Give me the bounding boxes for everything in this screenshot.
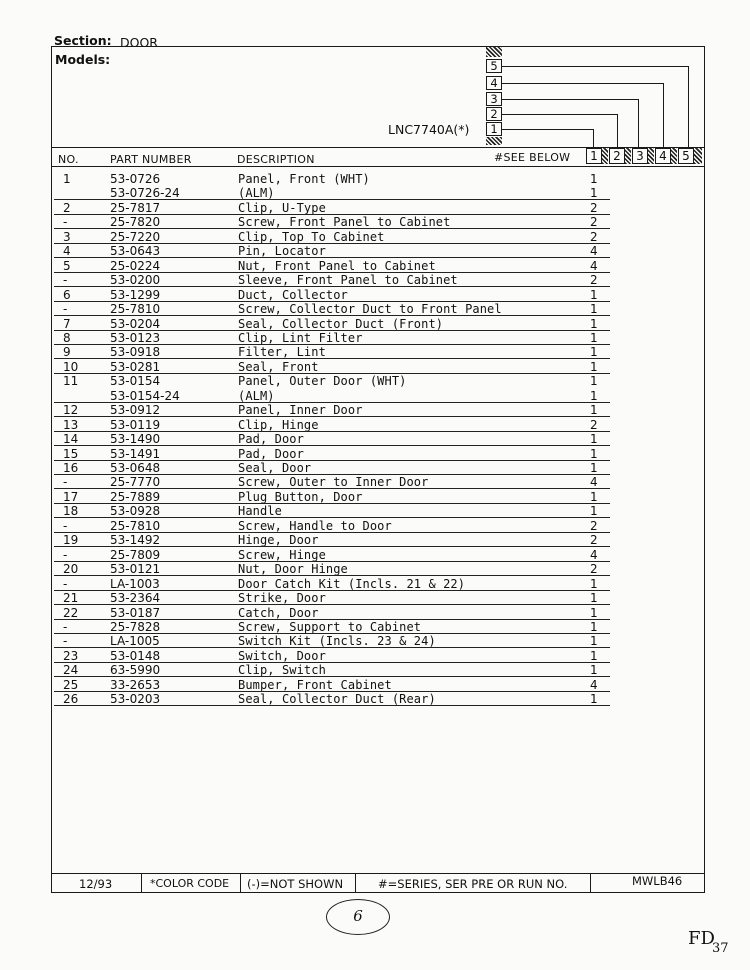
row-qty-series-1: 1 (590, 663, 598, 677)
row-description: Screw, Outer to Inner Door (238, 475, 429, 489)
row-no: - (63, 519, 68, 533)
bracket-drop-4 (663, 83, 664, 148)
table-row (0, 360, 750, 374)
bracket-line-3 (502, 99, 639, 100)
row-rule (54, 676, 610, 677)
footer-doc-code: MWLB46 (632, 874, 683, 888)
footer-divider (51, 873, 705, 874)
row-part-number: 53-0123 (110, 331, 161, 345)
row-qty-series-1: 1 (590, 186, 598, 200)
table-row (0, 215, 750, 229)
hatch-mark (694, 148, 702, 164)
row-qty-series-1: 1 (590, 302, 598, 316)
row-part-number: 53-0203 (110, 692, 161, 706)
row-description: Screw, Front Panel to Cabinet (238, 215, 451, 229)
row-part-number: 25-7889 (110, 490, 161, 504)
row-qty-series-1: 2 (590, 519, 598, 533)
models-label: Models: (55, 52, 111, 67)
row-description: Strike, Door (238, 591, 326, 605)
row-no: 26 (63, 692, 79, 706)
row-no: 10 (63, 360, 79, 374)
row-part-number: 53-0121 (110, 562, 161, 576)
row-qty-series-1: 1 (590, 317, 598, 331)
table-row (0, 302, 750, 316)
table-row (0, 186, 750, 200)
row-qty-series-1: 1 (590, 606, 598, 620)
bracket-drop-3 (638, 99, 639, 148)
row-description: Nut, Front Panel to Cabinet (238, 259, 436, 273)
row-no: 8 (63, 331, 71, 345)
row-qty-series-1: 1 (590, 403, 598, 417)
row-no: 14 (63, 432, 79, 446)
table-row (0, 692, 750, 706)
table-row (0, 345, 750, 359)
row-qty-series-1: 1 (590, 432, 598, 446)
section-label: Section: (54, 33, 112, 48)
row-no: - (63, 215, 68, 229)
row-part-number: 53-1299 (110, 288, 161, 302)
row-part-number: 25-7220 (110, 230, 161, 244)
table-row (0, 273, 750, 287)
row-qty-series-1: 1 (590, 461, 598, 475)
row-no: - (63, 620, 68, 634)
row-part-number: 53-0148 (110, 649, 161, 663)
row-description: Filter, Lint (238, 345, 326, 359)
row-description: Screw, Support to Cabinet (238, 620, 422, 634)
row-qty-series-1: 1 (590, 577, 598, 591)
row-rule (54, 647, 610, 648)
table-row (0, 577, 750, 591)
corner-sub: 37 (712, 941, 729, 956)
footer-color-code: *COLOR CODE (150, 877, 230, 890)
row-no: 23 (63, 649, 79, 663)
row-qty-series-1: 4 (590, 548, 598, 562)
row-description: Pad, Door (238, 447, 304, 461)
row-part-number: 53-0912 (110, 403, 161, 417)
row-qty-series-1: 1 (590, 360, 598, 374)
row-description: Screw, Handle to Door (238, 519, 392, 533)
row-part-number: 53-1491 (110, 447, 161, 461)
hatch-mark (648, 148, 654, 164)
row-description: (ALM) (238, 389, 275, 403)
table-row (0, 548, 750, 562)
row-qty-series-1: 2 (590, 562, 598, 576)
table-row (0, 244, 750, 258)
series-box-5: 5 (678, 148, 694, 164)
row-qty-series-1: 2 (590, 201, 598, 215)
row-no: - (63, 273, 68, 287)
row-description: Clip, U-Type (238, 201, 326, 215)
row-part-number: 53-0187 (110, 606, 161, 620)
row-no: 21 (63, 591, 79, 605)
footer-date: 12/93 (79, 877, 113, 891)
model-box-3: 3 (486, 92, 502, 106)
row-qty-series-1: 1 (590, 591, 598, 605)
bracket-line-1 (502, 129, 594, 130)
table-row (0, 663, 750, 677)
row-qty-series-1: 2 (590, 418, 598, 432)
table-row (0, 230, 750, 244)
row-no: 5 (63, 259, 71, 273)
table-row (0, 634, 750, 648)
row-qty-series-1: 2 (590, 215, 598, 229)
row-description: Clip, Hinge (238, 418, 319, 432)
row-part-number: 25-7810 (110, 519, 161, 533)
table-row (0, 533, 750, 547)
row-part-number: LA-1003 (110, 577, 160, 591)
row-part-number: 53-0918 (110, 345, 161, 359)
row-no: 9 (63, 345, 71, 359)
hatch-mark (602, 148, 608, 164)
row-description: Pin, Locator (238, 244, 326, 258)
table-row (0, 331, 750, 345)
table-row (0, 259, 750, 273)
row-description: Hinge, Door (238, 533, 319, 547)
row-no: - (63, 302, 68, 316)
row-qty-series-1: 2 (590, 273, 598, 287)
row-rule (54, 199, 610, 200)
row-no: 18 (63, 504, 79, 518)
series-box-3: 3 (632, 148, 648, 164)
row-description: Clip, Lint Filter (238, 331, 363, 345)
row-rule (54, 575, 610, 576)
table-row (0, 461, 750, 475)
row-description: Catch, Door (238, 606, 319, 620)
row-rule (54, 416, 610, 417)
row-no: - (63, 634, 68, 648)
row-no: 1 (63, 172, 71, 186)
row-part-number: 53-0648 (110, 461, 161, 475)
row-rule (54, 546, 610, 547)
row-part-number: 25-7770 (110, 475, 161, 489)
model-name: LNC7740A(*) (388, 122, 470, 137)
bracket-drop-2 (617, 114, 618, 148)
table-row (0, 678, 750, 692)
table-row (0, 418, 750, 432)
row-qty-series-1: 1 (590, 374, 598, 388)
row-description: Seal, Collector Duct (Front) (238, 317, 444, 331)
row-no: 16 (63, 461, 79, 475)
row-qty-series-1: 1 (590, 490, 598, 504)
footer-sep (590, 873, 591, 893)
row-no: - (63, 548, 68, 562)
row-qty-series-1: 1 (590, 649, 598, 663)
row-part-number: 33-2653 (110, 678, 161, 692)
row-no: 4 (63, 244, 71, 258)
row-no: 12 (63, 403, 79, 417)
bracket-drop-1 (593, 129, 594, 148)
row-part-number: 53-0643 (110, 244, 161, 258)
row-no: 6 (63, 288, 71, 302)
row-no: 11 (63, 374, 79, 388)
row-description: Sleeve, Front Panel to Cabinet (238, 273, 458, 287)
table-row (0, 201, 750, 215)
hatch-mark (486, 47, 502, 57)
row-qty-series-1: 1 (590, 504, 598, 518)
row-description: Seal, Front (238, 360, 319, 374)
row-qty-series-1: 1 (590, 345, 598, 359)
row-part-number: 53-0726 (110, 172, 161, 186)
row-description: Handle (238, 504, 282, 518)
series-box-1: 1 (586, 148, 602, 164)
row-rule (54, 517, 610, 518)
row-no: 2 (63, 201, 71, 215)
row-part-number: 53-0928 (110, 504, 161, 518)
row-description: Plug Button, Door (238, 490, 363, 504)
row-description: Switch, Door (238, 649, 326, 663)
row-rule (54, 488, 610, 489)
col-part-number: PART NUMBER (110, 153, 192, 166)
row-description: Panel, Front (WHT) (238, 172, 370, 186)
footer-series-note: #=SERIES, SER PRE OR RUN NO. (378, 877, 568, 891)
row-part-number: 25-7828 (110, 620, 161, 634)
row-no: 3 (63, 230, 71, 244)
bracket-line-5 (502, 66, 689, 67)
table-row (0, 475, 750, 489)
table-row (0, 389, 750, 403)
row-no: 19 (63, 533, 79, 547)
row-part-number: 25-7820 (110, 215, 161, 229)
col-description: DESCRIPTION (237, 153, 315, 166)
row-part-number: 53-0726-24 (110, 186, 180, 200)
table-row (0, 519, 750, 533)
bracket-line-2 (502, 114, 618, 115)
row-rule (54, 445, 610, 446)
row-description: Switch Kit (Incls. 23 & 24) (238, 634, 436, 648)
row-description: Nut, Door Hinge (238, 562, 348, 576)
row-description: Seal, Door (238, 461, 312, 475)
row-part-number: 53-1492 (110, 533, 161, 547)
bracket-drop-5 (688, 66, 689, 148)
row-part-number: 53-0154-24 (110, 389, 180, 403)
footer-sep (355, 873, 356, 893)
model-box-5: 5 (486, 59, 502, 73)
bracket-line-4 (502, 83, 664, 84)
row-description: (ALM) (238, 186, 275, 200)
row-no: 24 (63, 663, 79, 677)
row-no: - (63, 577, 68, 591)
table-row (0, 374, 750, 388)
model-box-1: 1 (486, 122, 502, 136)
corner-code: FD (688, 928, 715, 949)
row-qty-series-1: 1 (590, 692, 598, 706)
row-qty-series-1: 1 (590, 331, 598, 345)
row-rule (54, 358, 610, 359)
row-qty-series-1: 1 (590, 447, 598, 461)
row-no: 17 (63, 490, 79, 504)
row-part-number: 25-7817 (110, 201, 161, 215)
section-value: DOOR (120, 35, 158, 50)
table-row (0, 432, 750, 446)
row-part-number: LA-1005 (110, 634, 160, 648)
row-part-number: 53-0204 (110, 317, 161, 331)
row-no: 13 (63, 418, 79, 432)
row-description: Screw, Collector Duct to Front Panel (238, 302, 502, 316)
row-part-number: 25-7810 (110, 302, 161, 316)
table-row (0, 447, 750, 461)
row-qty-series-1: 1 (590, 172, 598, 186)
hatch-mark (486, 137, 502, 145)
row-part-number: 53-0200 (110, 273, 161, 287)
row-rule (54, 286, 610, 287)
row-qty-series-1: 1 (590, 288, 598, 302)
table-row (0, 403, 750, 417)
row-qty-series-1: 2 (590, 533, 598, 547)
row-qty-series-1: 1 (590, 389, 598, 403)
table-row (0, 172, 750, 186)
row-description: Duct, Collector (238, 288, 348, 302)
table-row (0, 504, 750, 518)
model-box-4: 4 (486, 76, 502, 90)
col-no: NO. (58, 153, 79, 166)
row-rule (54, 315, 610, 316)
table-row (0, 562, 750, 576)
col-see-below: #SEE BELOW (494, 151, 571, 164)
hatch-mark (625, 148, 631, 164)
row-description: Pad, Door (238, 432, 304, 446)
row-no: 25 (63, 678, 79, 692)
row-part-number: 25-0224 (110, 259, 161, 273)
row-rule (54, 228, 610, 229)
row-qty-series-1: 1 (590, 620, 598, 634)
row-qty-series-1: 4 (590, 244, 598, 258)
row-qty-series-1: 4 (590, 259, 598, 273)
table-row (0, 606, 750, 620)
row-qty-series-1: 4 (590, 678, 598, 692)
row-part-number: 53-1490 (110, 432, 161, 446)
row-description: Screw, Hinge (238, 548, 326, 562)
row-description: Clip, Top To Cabinet (238, 230, 385, 244)
row-description: Bumper, Front Cabinet (238, 678, 392, 692)
row-rule (54, 705, 610, 706)
row-part-number: 53-0154 (110, 374, 161, 388)
row-rule (54, 257, 610, 258)
row-description: Panel, Inner Door (238, 403, 363, 417)
model-box-2: 2 (486, 107, 502, 121)
table-row (0, 591, 750, 605)
table-row (0, 317, 750, 331)
row-description: Door Catch Kit (Incls. 21 & 22) (238, 577, 466, 591)
row-qty-series-1: 1 (590, 634, 598, 648)
row-part-number: 53-2364 (110, 591, 161, 605)
table-row (0, 490, 750, 504)
row-description: Clip, Switch (238, 663, 326, 677)
table-row (0, 620, 750, 634)
row-no: 20 (63, 562, 79, 576)
table-row (0, 649, 750, 663)
row-no: 7 (63, 317, 71, 331)
page-number-circle: 6 (326, 899, 390, 935)
row-description: Seal, Collector Duct (Rear) (238, 692, 436, 706)
series-box-4: 4 (655, 148, 671, 164)
hatch-mark (671, 148, 677, 164)
row-part-number: 53-0119 (110, 418, 161, 432)
row-rule (54, 604, 610, 605)
table-row (0, 288, 750, 302)
column-header-divider (51, 166, 705, 167)
row-part-number: 63-5990 (110, 663, 161, 677)
row-part-number: 53-0281 (110, 360, 161, 374)
row-no: - (63, 475, 68, 489)
row-description: Panel, Outer Door (WHT) (238, 374, 407, 388)
footer-sep (141, 873, 142, 893)
series-box-2: 2 (609, 148, 625, 164)
row-qty-series-1: 4 (590, 475, 598, 489)
row-no: 22 (63, 606, 79, 620)
footer-not-shown: (-)=NOT SHOWN (247, 877, 344, 891)
row-part-number: 25-7809 (110, 548, 161, 562)
footer-sep (240, 873, 241, 893)
row-no: 15 (63, 447, 79, 461)
row-qty-series-1: 2 (590, 230, 598, 244)
